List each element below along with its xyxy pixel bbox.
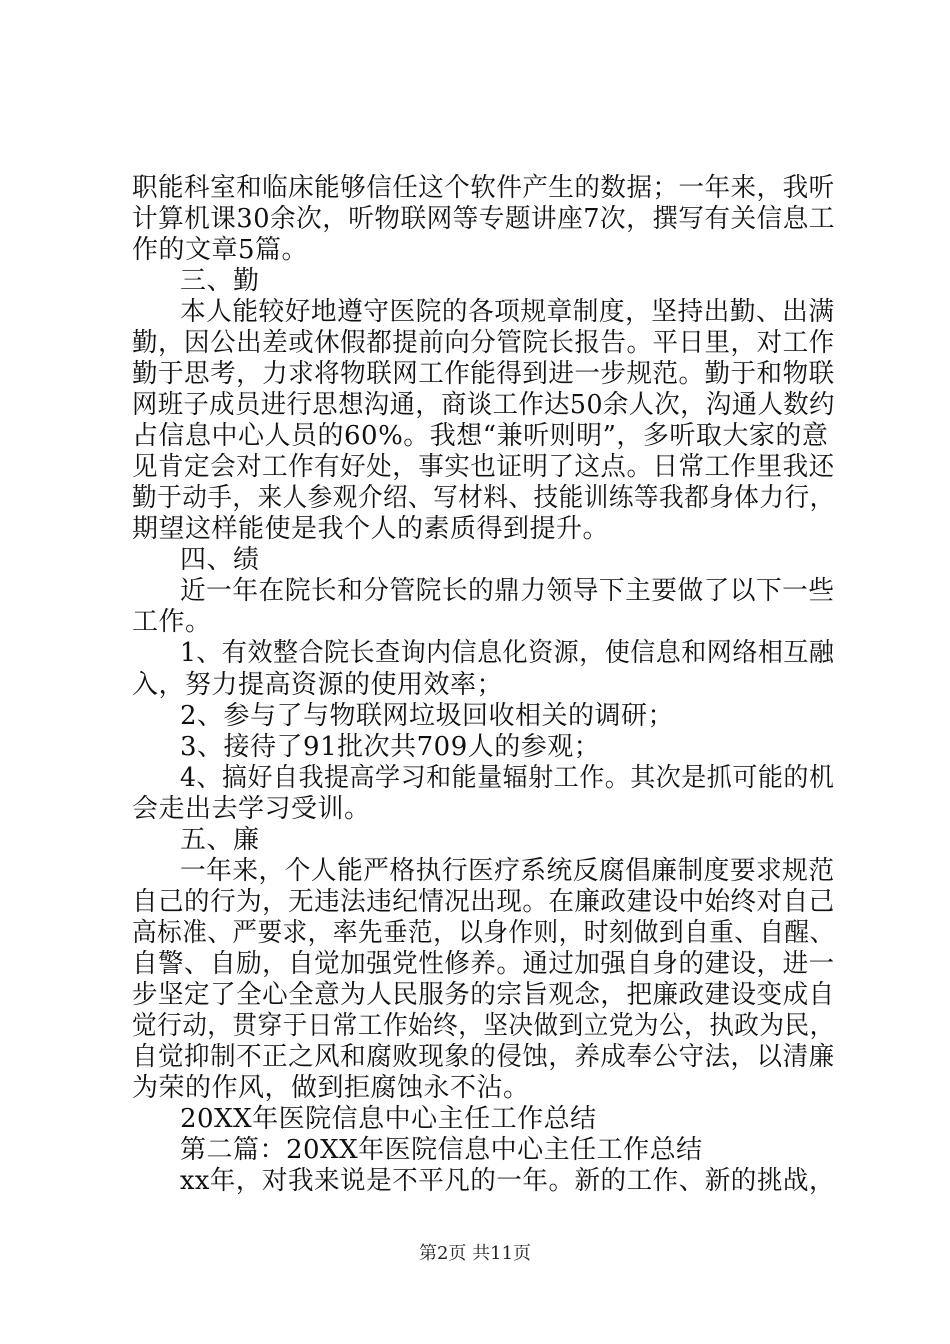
text-line: 入，努力提高资源的使用效率； xyxy=(132,670,504,700)
text-line: 一年来，个人能严格执行医疗系统反腐倡廉制度要求规范 xyxy=(180,856,835,886)
text-line: 本人能较好地遵守医院的各项规章制度，坚持出勤、出满 xyxy=(180,297,835,327)
text-line: 为荣的作风，做到拒腐蚀永不沾。 xyxy=(132,1073,530,1103)
text-line: 占信息中心人员的60%。我想“兼听则明”，多听取大家的意 xyxy=(132,421,829,451)
text-line: 见肯定会对工作有好处，事实也证明了这点。日常工作里我还 xyxy=(132,452,835,482)
text-line: 勤于动手，来人参观介绍、写材料、技能训练等我都身体力行， xyxy=(132,483,835,513)
text-line: 计算机课30余次，听物联网等专题讲座7次，撰写有关信息工 xyxy=(132,204,835,234)
list-item: 3、接待了91批次共709人的参观； xyxy=(180,732,601,762)
text-line: 职能科室和临床能够信任这个软件产生的数据；一年来，我听 xyxy=(132,173,835,203)
text-line: 步坚定了全心全意为人民服务的宗旨观念，把廉政建设变成自 xyxy=(132,980,835,1010)
text-line: 高标准、严要求，率先垂范，以身作则，时刻做到自重、自醒、 xyxy=(132,918,835,948)
article-title: 20XX年医院信息中心主任工作总结 xyxy=(180,1104,597,1134)
text-line: 会走出去学习受训。 xyxy=(132,794,371,824)
text-line: 自己的行为，无违法违纪情况出现。在廉政建设中始终对自己 xyxy=(132,887,835,917)
text-line: 勤于思考，力求将物联网工作能得到进一步规范。勤于和物联 xyxy=(132,359,835,389)
text-line: 近一年在院长和分管院长的鼎力领导下主要做了以下一些 xyxy=(180,576,835,606)
text-line: 自觉抑制不正之风和腐败现象的侵蚀，养成奉公守法，以清廉 xyxy=(132,1042,835,1072)
list-item: 2、参与了与物联网垃圾回收相关的调研； xyxy=(180,701,675,731)
article-subtitle: 第二篇：20XX年医院信息中心主任工作总结 xyxy=(180,1135,703,1165)
text-line: xx年，对我来说是不平凡的一年。新的工作、新的挑战， xyxy=(180,1166,836,1196)
section-heading: 四、绩 xyxy=(180,545,260,575)
text-line: 网班子成员进行思想沟通，商谈工作达50余人次，沟通人数约 xyxy=(132,390,835,420)
text-line: 作的文章5篇。 xyxy=(132,235,309,265)
section-heading: 三、勤 xyxy=(180,266,260,296)
text-line: 自警、自励，自觉加强党性修养。通过加强自身的建设，进一 xyxy=(132,949,835,979)
text-line: 觉行动，贯穿于日常工作始终，坚决做到立党为公，执政为民， xyxy=(132,1011,835,1041)
section-heading: 五、廉 xyxy=(180,825,260,855)
list-item: 4、搞好自我提高学习和能量辐射工作。其次是抓可能的机 xyxy=(180,763,835,793)
text-line: 工作。 xyxy=(132,607,212,637)
list-item: 1、有效整合院长查询内信息化资源，使信息和网络相互融 xyxy=(180,638,835,668)
text-line: 期望这样能使是我个人的素质得到提升。 xyxy=(132,514,610,544)
text-line: 勤，因公出差或休假都提前向分管院长报告。平日里，对工作 xyxy=(132,328,835,358)
page-number: 第2页 共11页 xyxy=(418,1243,532,1264)
